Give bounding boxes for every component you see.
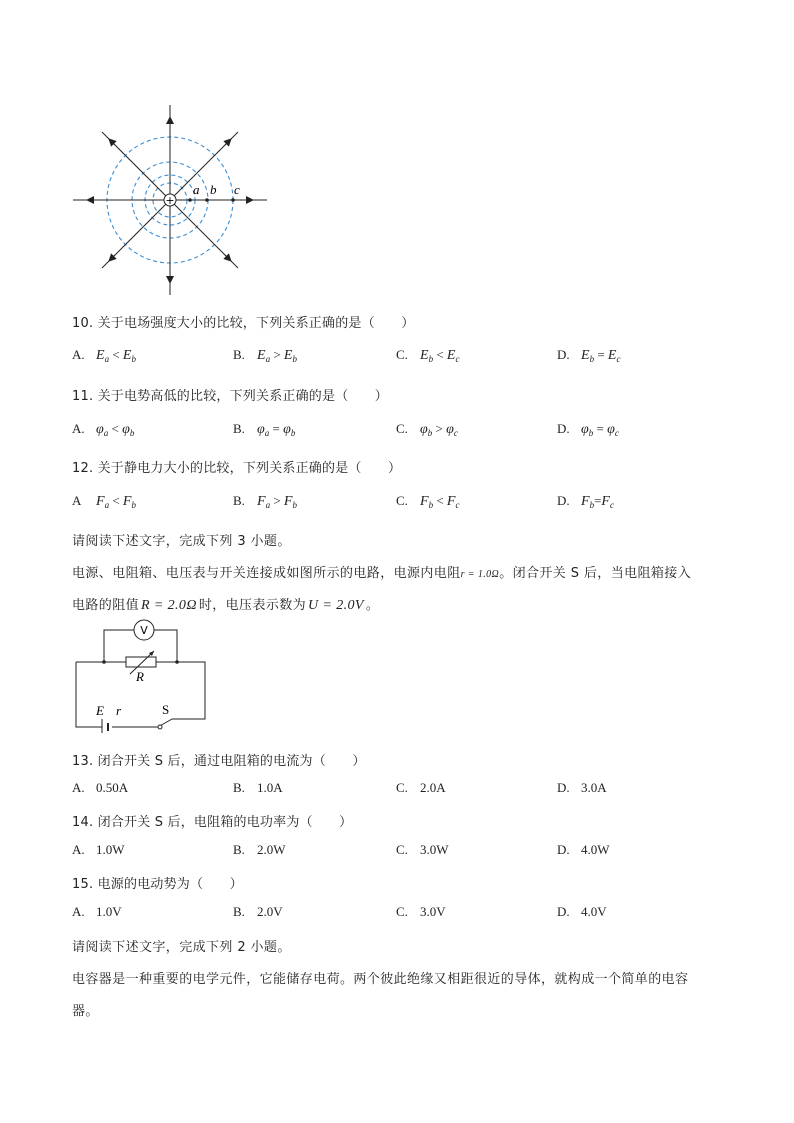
switch-label: S [162, 702, 170, 717]
option-key: D. [557, 421, 570, 436]
option-key: B. [233, 421, 245, 436]
math-symbol: F [581, 494, 590, 509]
option-key: B. [233, 842, 245, 857]
option-key: C. [396, 493, 408, 508]
option-key: C. [396, 421, 408, 436]
option-text: 2.0W [257, 842, 286, 857]
option-text: 3.0V [420, 904, 446, 919]
resistor-label: R [136, 669, 144, 684]
option-text: 0.50A [96, 780, 129, 795]
math-subscript: c [453, 428, 458, 438]
q10-option-a[interactable] [72, 347, 136, 364]
math-symbol: E [420, 348, 429, 363]
option-key: B. [233, 493, 245, 508]
math-symbol: φ [122, 422, 130, 437]
q15-option-d[interactable] [557, 904, 607, 920]
math-subscript: b [131, 354, 136, 364]
q15-option-c[interactable] [396, 904, 446, 920]
q11-option-d[interactable] [557, 421, 619, 438]
q10-option-c[interactable] [396, 347, 459, 364]
math-subscript: b [129, 428, 135, 438]
option-key: A. [72, 780, 85, 795]
option-key: D. [557, 842, 570, 857]
option-text: 4.0W [581, 842, 610, 857]
q13-option-c[interactable] [396, 780, 446, 796]
option-text: 1.0V [96, 904, 122, 919]
q12-option-c[interactable] [396, 493, 459, 510]
internal-resistance-value: r = 1.0Ω [460, 569, 500, 580]
math-subscript: c [614, 428, 619, 438]
math-subscript: b [427, 428, 433, 438]
option-key: A. [72, 347, 85, 362]
resistance-value: R = 2.0Ω [141, 598, 197, 613]
math-subscript: c [616, 354, 621, 364]
math-subscript: a [265, 354, 271, 364]
option-key: C. [396, 842, 408, 857]
q14-option-a[interactable] [72, 842, 125, 858]
point-label-a: a [193, 182, 200, 197]
option-text: 3.0A [581, 780, 607, 795]
option-key: B. [233, 347, 245, 362]
circuit-diagram [72, 618, 212, 733]
q12-option-a[interactable] [72, 493, 136, 510]
math-symbol: F [257, 494, 266, 509]
relation-operator: > [270, 347, 284, 362]
question-11-stem: 11. 关于电势高低的比较，下列关系正确的是（ ） [72, 389, 389, 404]
math-symbol: F [420, 494, 429, 509]
math-subscript: b [290, 428, 296, 438]
math-symbol: φ [257, 422, 265, 437]
math-subscript: c [609, 500, 614, 510]
math-subscript: a [265, 500, 271, 510]
math-subscript: c [455, 354, 460, 364]
capacitor-description-line-2: 器。 [72, 1004, 99, 1019]
q10-option-d[interactable] [557, 347, 620, 364]
question-14-stem: 14. 闭合开关 S 后，电阻箱的电功率为（ ） [72, 815, 353, 830]
math-subscript: a [104, 354, 110, 364]
option-key: C. [396, 780, 408, 795]
math-symbol: φ [581, 422, 589, 437]
math-symbol: φ [96, 422, 104, 437]
relation-operator: < [109, 493, 123, 508]
voltage-value: U = 2.0V [308, 598, 364, 613]
math-symbol: F [601, 494, 610, 509]
question-15-stem: 15. 电源的电动势为（ ） [72, 877, 243, 892]
math-symbol: E [257, 348, 266, 363]
option-key: A. [72, 842, 85, 857]
relation-operator: = [594, 493, 602, 508]
internal-resistance-label: r [116, 703, 122, 718]
q12-option-d[interactable] [557, 493, 614, 510]
question-13-stem: 13. 闭合开关 S 后，通过电阻箱的电流为（ ） [72, 754, 366, 769]
option-key: C. [396, 347, 408, 362]
math-subscript: a [104, 500, 110, 510]
math-subscript: b [131, 500, 136, 510]
math-symbol: φ [607, 422, 615, 437]
q13-option-b[interactable] [233, 780, 283, 796]
option-text: 4.0V [581, 904, 607, 919]
relation-operator: < [108, 421, 123, 436]
option-key: D. [557, 493, 570, 508]
q14-option-b[interactable] [233, 842, 286, 858]
q14-option-d[interactable] [557, 842, 610, 858]
capacitor-description-line-1: 电容器是一种重要的电学元件，它能储存电荷。两个彼此绝缘又相距很近的导体，就构成一个简单的电容 [72, 972, 689, 987]
relation-operator: < [433, 493, 447, 508]
math-symbol: E [607, 348, 617, 363]
q10-option-b[interactable] [233, 347, 297, 364]
circuit-description-line-1: 电源、电阻箱、电压表与开关连接成如图所示的电路，电源内电阻r = 1.0Ω。闭合开关 S 后，当电阻箱接入 [72, 566, 692, 581]
option-key: B. [233, 904, 245, 919]
option-text: 1.0A [257, 780, 283, 795]
math-symbol: E [122, 348, 132, 363]
math-symbol: φ [283, 422, 291, 437]
math-symbol: F [446, 494, 456, 509]
math-subscript: b [292, 354, 297, 364]
reading-instruction-1: 请阅读下述文字，完成下列 3 小题。 [72, 534, 291, 549]
math-symbol: φ [446, 422, 454, 437]
option-key: C. [396, 904, 408, 919]
option-text: 3.0W [420, 842, 449, 857]
option-text: 2.0V [257, 904, 283, 919]
q13-option-a[interactable] [72, 780, 128, 796]
math-symbol: E [581, 348, 590, 363]
relation-operator: > [270, 493, 284, 508]
relation-operator: = [593, 421, 608, 436]
math-subscript: b [588, 428, 594, 438]
option-key: B. [233, 780, 245, 795]
math-subscript: a [103, 428, 109, 438]
voltmeter-label: V [140, 624, 148, 637]
question-12-stem: 12. 关于静电力大小的比较，下列关系正确的是（ ） [72, 461, 402, 476]
math-subscript: b [292, 500, 297, 510]
q11-option-a[interactable] [72, 421, 134, 438]
math-subscript: b [589, 500, 595, 510]
math-symbol: φ [420, 422, 428, 437]
math-symbol: E [446, 348, 456, 363]
relation-operator: > [432, 421, 447, 436]
q15-option-a[interactable] [72, 904, 122, 920]
option-key: A [72, 493, 82, 508]
math-subscript: b [428, 500, 434, 510]
q11-option-b[interactable] [233, 421, 295, 438]
relation-operator: < [109, 347, 123, 362]
option-key: A. [72, 904, 85, 919]
electric-field-figure [70, 95, 275, 305]
q14-option-c[interactable] [396, 842, 449, 858]
option-key: D. [557, 780, 570, 795]
math-subscript: b [589, 354, 595, 364]
point-label-b: b [210, 182, 217, 197]
option-key: D. [557, 347, 570, 362]
math-symbol: F [122, 494, 132, 509]
q13-option-d[interactable] [557, 780, 607, 796]
charge-symbol: + [165, 194, 175, 207]
option-text: 2.0A [420, 780, 446, 795]
math-symbol: E [283, 348, 293, 363]
option-key: A. [72, 421, 85, 436]
circuit-description-line-2: 电路的阻值 R = 2.0Ω 时，电压表示数为 U = 2.0V 。 [72, 598, 380, 613]
math-subscript: c [455, 500, 460, 510]
math-symbol: F [283, 494, 293, 509]
math-subscript: a [264, 428, 270, 438]
q11-option-c[interactable] [396, 421, 458, 438]
reading-instruction-2: 请阅读下述文字，完成下列 2 小题。 [72, 940, 291, 955]
question-10-stem: 10. 关于电场强度大小的比较，下列关系正确的是（ ） [72, 316, 415, 331]
math-symbol: F [96, 494, 105, 509]
relation-operator: < [433, 347, 447, 362]
q12-option-b[interactable] [233, 493, 297, 510]
option-text: 1.0W [96, 842, 125, 857]
math-symbol: E [96, 348, 105, 363]
emf-label: E [96, 703, 104, 718]
point-label-c: c [234, 182, 240, 197]
relation-operator: = [269, 421, 284, 436]
q15-option-b[interactable] [233, 904, 283, 920]
relation-operator: = [594, 347, 608, 362]
option-key: D. [557, 904, 570, 919]
math-subscript: b [428, 354, 434, 364]
